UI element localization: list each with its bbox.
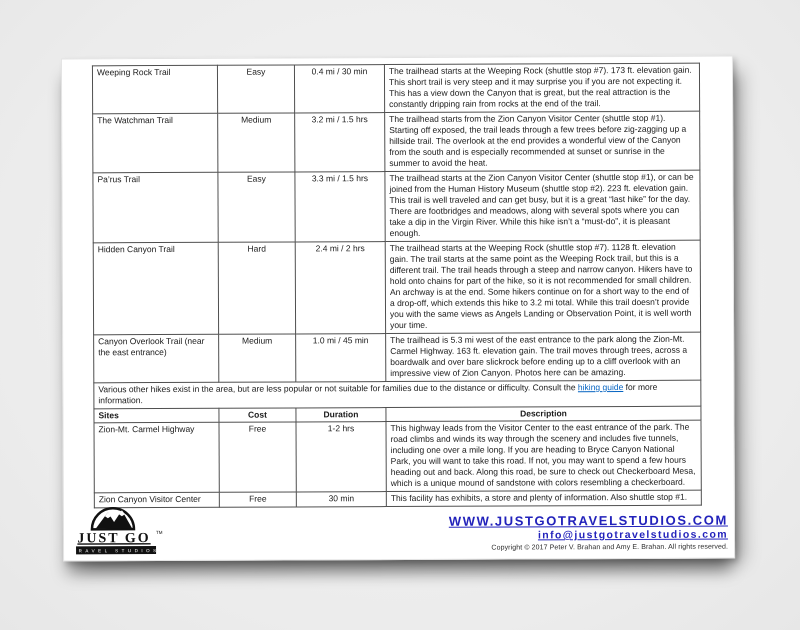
trail-description: The trailhead starts at the Weeping Rock (shuttle stop #7). 1128 ft. elevation gain. The trail starts at the same point as the Weeping Rock trail, but this is a different trail. The trail heads through a steep and narrow canyon. Hikers have to hold onto chains for part of the hike, so it is not recommended for small children. An archway is at the end. Some hikers continue on for a short way to the end of a drop-off, which extends this hike to 3.2 mi total. While this trail doesn’t provide you with the same views as Angels Landing or Observation Point, it is well worth your time. — [385, 240, 700, 333]
trail-description: The trailhead starts at the Weeping Rock (shuttle stop #7). 173 ft. elevation gain. This short trail is very steep and it may surprise you if you are not expecting it. This has a view down the Canyon that is great, but the real attraction is the constantly dripping rain from rocks at the end of the trail. — [384, 63, 699, 112]
trail-distance-time: 1.0 mi / 45 min — [296, 334, 386, 382]
email-link[interactable]: info@justgotravelstudios.com — [537, 528, 729, 542]
document-page — [61, 56, 735, 562]
trail-difficulty: Medium — [218, 113, 295, 172]
logo-trademark-text: TM — [155, 530, 163, 536]
sites-header-cost: Cost — [219, 408, 296, 422]
trail-table-row — [93, 111, 700, 173]
trail-difficulty: Hard — [218, 242, 295, 334]
trail-distance-time: 2.4 mi / 2 hrs — [295, 242, 385, 334]
trail-name: Pa’rus Trail — [93, 172, 218, 243]
sites-header-sites: Sites — [94, 408, 219, 423]
trail-name: Weeping Rock Trail — [92, 65, 217, 114]
note-text-post: for more information. — [98, 381, 658, 406]
page-footer — [72, 503, 728, 556]
logo-title-text: JUST GO — [77, 531, 151, 547]
website-link[interactable]: WWW.JUSTGOTRAVELSTUDIOS.COM — [448, 512, 728, 529]
site-table-row — [94, 420, 701, 493]
trail-distance-time: 0.4 mi / 30 min — [294, 65, 384, 113]
logo-graphic — [72, 505, 164, 555]
sites-header-description: Description — [386, 406, 701, 421]
trail-description: The trailhead is 5.3 mi west of the east entrance to the park along the Zion-Mt. Carmel Highway. 163 ft. elevation gain. The trail moves through trees, across a boardwalk and over bare slickrock before ending up to a cliff overlook with an impressive view of Zion Canyon. Photos here can be amazing. — [386, 332, 701, 381]
trails-and-sites-table — [92, 63, 702, 509]
trail-table-row — [93, 170, 700, 243]
trail-distance-time: 3.3 mi / 1.5 hrs — [295, 172, 385, 242]
trail-rows — [92, 63, 700, 383]
other-hikes-note — [94, 380, 701, 409]
trail-distance-time: 3.2 mi / 1.5 hrs — [295, 113, 385, 172]
sites-header-duration: Duration — [296, 408, 386, 422]
footer-contact-block — [449, 514, 728, 554]
site-name: Zion-Mt. Carmel Highway — [94, 422, 219, 493]
trail-description: The trailhead starts from the Zion Canyon Visitor Center (shuttle stop #1). Starting off exposed, the trail leads through a few trees before zig-zagging up a hillside trail. The overlook at the end provides a wonderful view of the Canyon from the south and is especially recommended at sunset or sunrise in the summer to avoid the heat. — [385, 111, 700, 171]
hiking-guide-link[interactable]: hiking guide — [577, 382, 624, 393]
trail-table-row — [92, 63, 699, 114]
note-row — [94, 380, 701, 409]
note-text-pre: Various other hikes exist in the area, but are less popular or not suitable for families due to the distance or difficulty. Consult the — [98, 382, 578, 395]
site-name: Zion Canyon Visitor Center — [94, 492, 219, 508]
site-rows — [94, 420, 701, 508]
trail-description: The trailhead starts at the Zion Canyon Visitor Center (shuttle stop #1), or can be joined from the Human History Museum (shuttle stop #2). 223 ft. elevation gain. This trail is well traveled and can get busy, but it is a great “last hike” for the day. There are footbridges and meadows, along with several spots where you can take a dip in the Virgin River. While this hike isn’t a “must-do”, it is pleasant enough. — [385, 170, 700, 241]
trail-table-row — [94, 332, 701, 383]
trail-difficulty: Easy — [218, 172, 295, 242]
site-duration: 30 min — [296, 492, 386, 507]
trail-name: Canyon Overlook Trail (near the east entrance) — [94, 334, 219, 383]
trail-name: Hidden Canyon Trail — [93, 242, 218, 335]
logo-subtitle-text: TRAVEL STUDIOS — [72, 548, 160, 554]
copyright-text: Copyright © 2017 Peter V. Brahan and Amy E. Brahan. All rights reserved. — [491, 543, 729, 552]
site-description: This highway leads from the Visitor Center to the east entrance of the park. The road climbs and winds its way through the scenery and includes five tunnels, including one over a mile long. If you are heading to Bryce Canyon National Park, you will want to take this road. If not, you may want to spend a few hours heading out and back. Along this road, be sure to check out Checkerboard Mesa, which is a unique mound of sandstone with colors resembling a checkerboard. — [386, 420, 701, 491]
trail-difficulty: Easy — [217, 65, 294, 113]
just-go-travel-studios-logo — [72, 505, 164, 555]
site-description: This facility has exhibits, a store and plenty of information. Also shuttle stop #1. — [386, 490, 701, 506]
site-cost: Free — [219, 422, 296, 492]
trail-name: The Watchman Trail — [93, 113, 218, 173]
site-cost: Free — [219, 492, 296, 507]
trail-table-row — [93, 240, 700, 335]
trail-difficulty: Medium — [219, 334, 296, 382]
site-duration: 1-2 hrs — [296, 422, 386, 492]
